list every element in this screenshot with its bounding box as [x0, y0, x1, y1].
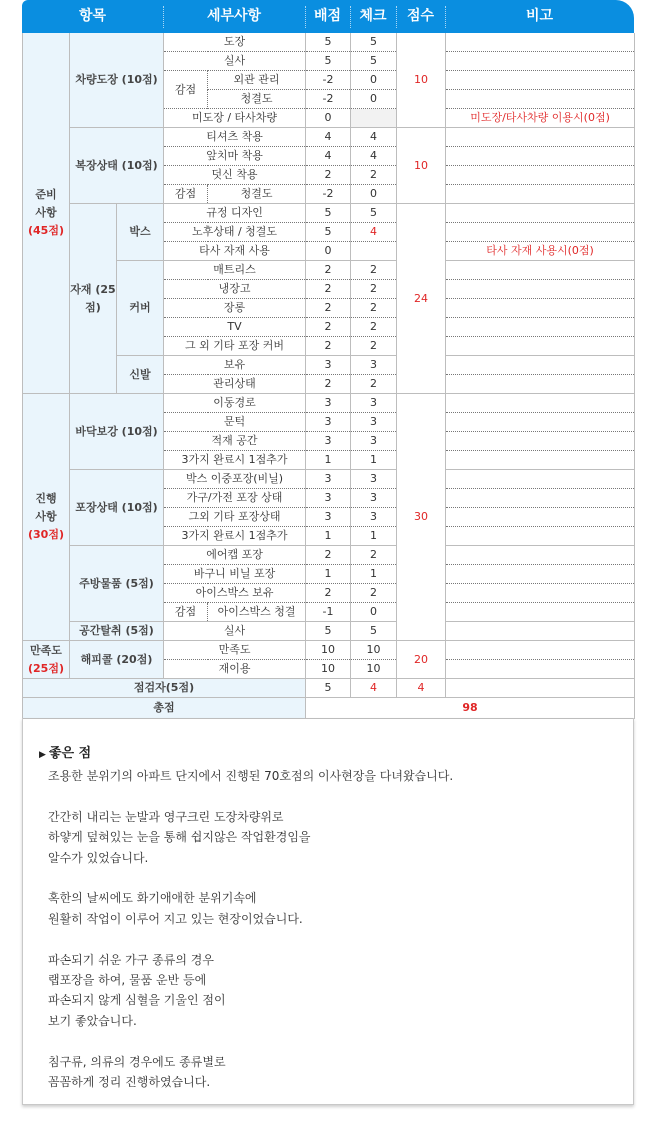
check-cell: 2	[351, 584, 397, 603]
score-inspector: 4	[397, 679, 446, 698]
comment-line: 원활히 작업이 이루어 지고 있는 현장이었습니다.	[48, 911, 303, 926]
check-cell: 5	[351, 33, 397, 52]
table-row	[23, 128, 635, 147]
remark-cell	[446, 318, 635, 337]
remark-cell	[446, 660, 635, 679]
section-satisfaction-points: (25점)	[28, 661, 64, 675]
points-cell: 2	[306, 166, 351, 185]
remark-cell	[446, 166, 635, 185]
group-kitchen: 주방물품 (5점)	[70, 546, 164, 622]
table-row	[23, 641, 635, 660]
comment-line: 조용한 분위기의 아파트 단지에서 진행된 70호점의 이사현장을 다녀왔습니다.	[48, 769, 454, 783]
total-label: 총점	[23, 698, 306, 719]
header-item: 항목	[78, 8, 107, 24]
points-cell: 2	[306, 337, 351, 356]
check-cell: 5	[351, 52, 397, 71]
comment-line: 꼼꼼하게 정리 진행하였습니다.	[48, 1075, 211, 1090]
points-cell: 3	[306, 356, 351, 375]
points-cell: 1	[306, 565, 351, 584]
comment-line: 알수가 있었습니다.	[48, 850, 149, 865]
header-remark: 비고	[525, 8, 554, 24]
check-cell: 3	[351, 489, 397, 508]
detail-cell: 그 외 기타 포장 커버	[164, 337, 306, 356]
comment-line: 보기 좋았습니다.	[48, 1013, 137, 1028]
comment-gap	[48, 786, 618, 806]
check-cell: 4	[351, 147, 397, 166]
comment-body	[48, 766, 618, 1092]
score-table	[22, 33, 635, 719]
check-cell: 0	[351, 185, 397, 204]
detail-cell: 바구니 비닐 포장	[164, 565, 306, 584]
table-row	[23, 622, 635, 641]
remark-cell	[446, 603, 635, 622]
section-prep: 준비 사항 (45점)	[23, 33, 70, 394]
detail-cell: 가구/가전 포장 상태	[164, 489, 306, 508]
comment-gap	[48, 929, 618, 949]
detail-cell: 앞치마 착용	[164, 147, 306, 166]
remark-cell	[446, 375, 635, 394]
check-cell: 2	[351, 337, 397, 356]
remark-cell	[446, 128, 635, 147]
remark-cell	[446, 432, 635, 451]
points-cell: 2	[306, 299, 351, 318]
comment-line: 침구류, 의류의 경우에도 종류별로	[48, 1054, 226, 1069]
check-cell: 2	[351, 546, 397, 565]
check-cell: 3	[351, 394, 397, 413]
detail-cell: 미도장 / 타사차량	[164, 109, 306, 128]
points-cell: 5	[306, 223, 351, 242]
detail-cell: 관리상태	[164, 375, 306, 394]
detail-cell: 장롱	[164, 299, 306, 318]
points-cell: 3	[306, 394, 351, 413]
points-cell: 4	[306, 147, 351, 166]
header-check: 체크	[359, 8, 387, 24]
detail-cell: 아이스박스 보유	[164, 584, 306, 603]
detail-cell: 노후상태 / 청결도	[164, 223, 306, 242]
detail-cell: 그외 기타 포장상태	[164, 508, 306, 527]
table-row	[23, 33, 635, 52]
check-cell: 3	[351, 413, 397, 432]
header-score: 점수	[406, 8, 435, 24]
detail-cell: 매트리스	[164, 261, 306, 280]
comment-line: 파손되지 않게 심혈을 기울인 점이	[48, 993, 226, 1008]
comment-box	[22, 718, 634, 1105]
check-cell: 3	[351, 470, 397, 489]
check-cell: 2	[351, 318, 397, 337]
check-cell: 0	[351, 71, 397, 90]
group-shoes: 신발	[117, 356, 164, 394]
remark-cell	[446, 33, 635, 52]
section-prep-points: (45점)	[28, 224, 64, 237]
points-cell: 5	[306, 33, 351, 52]
section-progress-points: (30점)	[28, 528, 64, 541]
comment-gap	[48, 868, 618, 888]
detail-cell: 아이스박스 청결	[208, 603, 306, 622]
remark-cell	[446, 394, 635, 413]
score-vehicle: 10	[397, 33, 446, 128]
group-happycall: 해피콜 (20점)	[70, 641, 164, 679]
remark-cell	[446, 641, 635, 660]
detail-cell: 문턱	[164, 413, 306, 432]
check-cell	[351, 242, 397, 261]
check-cell: 1	[351, 527, 397, 546]
points-cell: 1	[306, 451, 351, 470]
remark-cell	[446, 413, 635, 432]
points-cell: 3	[306, 489, 351, 508]
points-cell: -2	[306, 185, 351, 204]
check-cell: 0	[351, 90, 397, 109]
points-cell: 10	[306, 660, 351, 679]
remark-cell	[446, 622, 635, 641]
remark-cell	[446, 337, 635, 356]
group-attire: 복장상태 (10점)	[70, 128, 164, 204]
remark-cell	[446, 147, 635, 166]
points-cell: 3	[306, 508, 351, 527]
remark-cell	[446, 565, 635, 584]
points-cell: 2	[306, 375, 351, 394]
check-cell: 1	[351, 565, 397, 584]
score-material: 24	[397, 204, 446, 394]
score-satisfaction: 20	[397, 641, 446, 679]
points-cell: -1	[306, 603, 351, 622]
comment-line: 혹한의 날씨에도 화기애애한 분위기속에	[48, 891, 257, 906]
remark-cell	[446, 52, 635, 71]
check-cell: 3	[351, 508, 397, 527]
remark-cell	[446, 299, 635, 318]
points-cell: -2	[306, 90, 351, 109]
detail-cell: 청결도	[208, 185, 306, 204]
group-box: 박스	[117, 204, 164, 261]
detail-cell: 만족도	[164, 641, 306, 660]
points-cell: 10	[306, 641, 351, 660]
points-cell: 2	[306, 546, 351, 565]
deduct-label: 감점	[164, 603, 208, 622]
detail-cell: TV	[164, 318, 306, 337]
detail-cell: 냉장고	[164, 280, 306, 299]
remark-cell	[446, 204, 635, 223]
table-header	[22, 0, 634, 33]
check-cell: 2	[351, 375, 397, 394]
remark-cell	[446, 584, 635, 603]
points-cell: 2	[306, 584, 351, 603]
inspector-label: 점검자(5점)	[23, 679, 306, 698]
detail-cell: 에어캡 포장	[164, 546, 306, 565]
remark-cell	[446, 679, 635, 698]
remark-cell	[446, 546, 635, 565]
detail-cell: 재이용	[164, 660, 306, 679]
table-row	[23, 679, 635, 698]
group-floor: 바닥보강 (10점)	[70, 394, 164, 470]
section-satisfaction: 만족도 (25점)	[23, 641, 70, 679]
check-cell: 4	[351, 128, 397, 147]
remark-cell: 미도장/타사차량 이용시(0점)	[446, 109, 635, 128]
detail-cell: 박스 이중포장(비닐)	[164, 470, 306, 489]
remark-cell	[446, 527, 635, 546]
header-detail: 세부사항	[206, 8, 262, 24]
total-row	[23, 698, 635, 719]
group-cover: 커버	[117, 261, 164, 356]
check-cell: 2	[351, 166, 397, 185]
points-cell: 5	[306, 204, 351, 223]
check-cell: 2	[351, 299, 397, 318]
detail-cell: 적재 공간	[164, 432, 306, 451]
detail-cell: 덧신 착용	[164, 166, 306, 185]
group-vehicle: 차량도장 (10점)	[70, 33, 164, 128]
deduct-label: 감점	[164, 71, 208, 109]
deduct-label: 감점	[164, 185, 208, 204]
comment-line: 랩포장을 하여, 물품 운반 등에	[48, 973, 207, 988]
score-progress: 30	[397, 394, 446, 641]
remark-cell	[446, 71, 635, 90]
points-cell: 3	[306, 413, 351, 432]
section-progress: 진행 사항 (30점)	[23, 394, 70, 641]
check-cell	[351, 109, 397, 128]
comment-line: 간간히 내리는 눈발과 영구크린 도장차량위로	[48, 809, 284, 824]
total-score: 98	[306, 698, 635, 719]
points-cell: -2	[306, 71, 351, 90]
remark-cell	[446, 508, 635, 527]
points-cell: 0	[306, 242, 351, 261]
detail-cell: 도장	[164, 33, 306, 52]
remark-cell	[446, 451, 635, 470]
detail-cell: 실사	[164, 622, 306, 641]
table-row	[23, 204, 635, 223]
detail-cell: 이동경로	[164, 394, 306, 413]
check-cell: 2	[351, 261, 397, 280]
detail-cell: 보유	[164, 356, 306, 375]
remark-cell	[446, 470, 635, 489]
header-points: 배점	[313, 8, 342, 24]
points-cell: 5	[306, 679, 351, 698]
check-cell: 5	[351, 622, 397, 641]
points-cell: 2	[306, 318, 351, 337]
points-cell: 3	[306, 432, 351, 451]
detail-cell: 티셔츠 착용	[164, 128, 306, 147]
check-cell: 10	[351, 641, 397, 660]
detail-cell: 청결도	[208, 90, 306, 109]
check-cell: 2	[351, 280, 397, 299]
triangle-bullet-icon: ▶	[39, 750, 46, 760]
remark-cell	[446, 223, 635, 242]
remark-cell	[446, 280, 635, 299]
detail-cell: 실사	[164, 52, 306, 71]
remark-cell	[446, 261, 635, 280]
detail-cell: 외관 관리	[208, 71, 306, 90]
group-space: 공간탈취 (5점)	[70, 622, 164, 641]
table-row	[23, 394, 635, 413]
remark-cell: 타사 자재 사용시(0점)	[446, 242, 635, 261]
points-cell: 2	[306, 261, 351, 280]
comment-line: 파손되기 쉬운 가구 종류의 경우	[48, 952, 214, 967]
points-cell: 1	[306, 527, 351, 546]
check-cell: 5	[351, 204, 397, 223]
comment-gap	[48, 1031, 618, 1051]
remark-cell	[446, 185, 635, 204]
check-cell: 3	[351, 356, 397, 375]
score-attire: 10	[397, 128, 446, 204]
detail-cell: 3가지 완료시 1점추가	[164, 527, 306, 546]
remark-cell	[446, 90, 635, 109]
check-cell: 4	[351, 223, 397, 242]
remark-cell	[446, 489, 635, 508]
comment-title	[39, 742, 91, 761]
points-cell: 2	[306, 280, 351, 299]
points-cell: 5	[306, 52, 351, 71]
check-cell: 0	[351, 603, 397, 622]
check-cell: 1	[351, 451, 397, 470]
detail-cell: 3가지 완료시 1점추가	[164, 451, 306, 470]
detail-cell: 규정 디자인	[164, 204, 306, 223]
group-material: 자재 (25점)	[70, 204, 117, 394]
points-cell: 5	[306, 622, 351, 641]
table-row	[23, 546, 635, 565]
comment-line: 하얗게 덮혀있는 눈을 통해 쉽지않은 작업환경임을	[48, 830, 311, 845]
points-cell: 3	[306, 470, 351, 489]
group-packing: 포장상태 (10점)	[70, 470, 164, 546]
check-cell: 10	[351, 660, 397, 679]
points-cell: 0	[306, 109, 351, 128]
check-cell: 3	[351, 432, 397, 451]
check-cell: 4	[351, 679, 397, 698]
remark-cell	[446, 356, 635, 375]
comment-title-text: 좋은 점	[48, 746, 92, 761]
points-cell: 4	[306, 128, 351, 147]
table-row	[23, 470, 635, 489]
detail-cell: 타사 자재 사용	[164, 242, 306, 261]
